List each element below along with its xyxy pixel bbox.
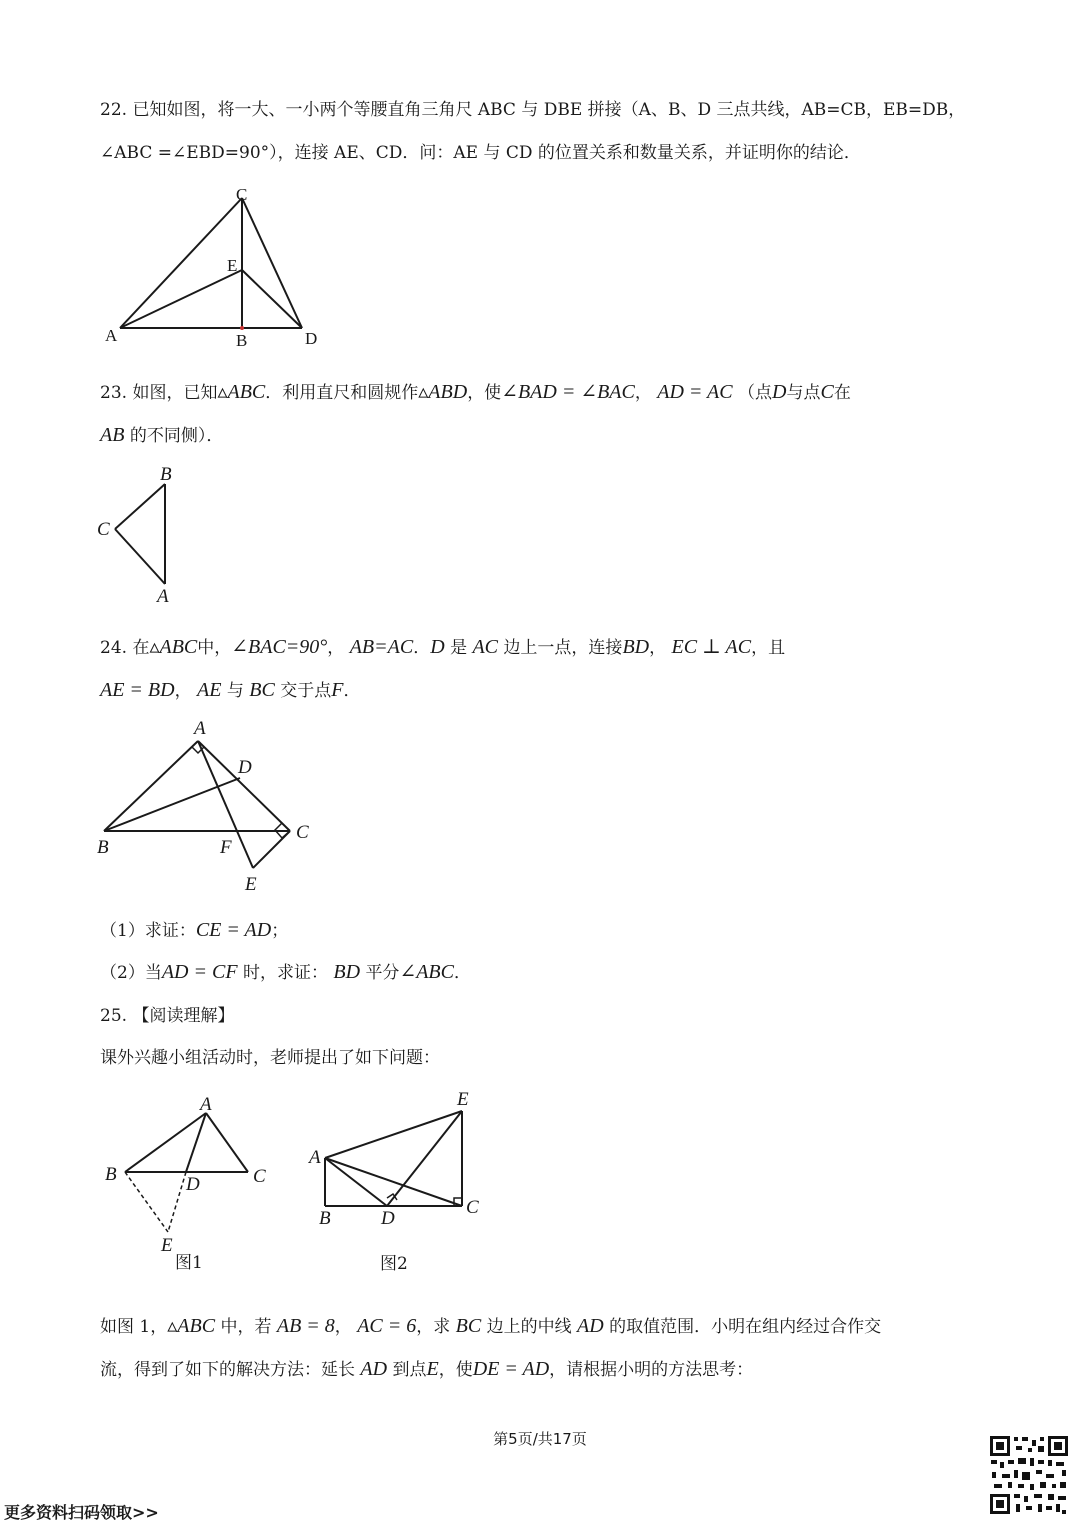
q24-label-a: A [194, 718, 206, 739]
q24-label-e: E [245, 874, 257, 895]
q24-text: ，且 [751, 638, 786, 658]
q24-text: ， [174, 681, 192, 701]
q24-label-f: F [220, 837, 232, 858]
q25-fig2-caption: 图2 [380, 1254, 408, 1274]
q25-para-line1 [100, 1312, 881, 1338]
q25-fig2-label-e: E [457, 1089, 469, 1110]
q24-text: ． [413, 638, 431, 658]
q23-text: 与点 [786, 383, 821, 403]
q24-text: 交于点 [280, 681, 332, 701]
q22-label-c: C [236, 185, 248, 204]
page-number: 第5页/共17页 [493, 1430, 587, 1448]
q24-math: AD = CF [161, 961, 238, 983]
q24-text: （2）当 [100, 963, 162, 983]
q25-fig1-label-d: D [186, 1174, 200, 1195]
q24-math: F [331, 679, 344, 701]
q23-text: ， [634, 383, 652, 403]
q24-math: BD [333, 961, 361, 983]
q23-math: ▵ABC [217, 381, 266, 403]
q24-sub2 [100, 958, 471, 984]
q23-math: AD = AC [657, 381, 733, 403]
promo-note: 更多资料扫码领取>> [4, 1503, 159, 1522]
q25-fig1-caption: 图1 [175, 1253, 203, 1273]
q22-figure [95, 180, 345, 355]
q25-intro: 课外兴趣小组活动时，老师提出了如下问题： [100, 1048, 440, 1068]
q23-line2 [100, 421, 223, 447]
q24-math: BC [249, 679, 275, 701]
q24-math: D [430, 636, 445, 658]
q25-math: BC [455, 1315, 482, 1337]
q23-line1 [100, 378, 851, 404]
q24-label-b: B [97, 837, 109, 858]
q23-text: ．利用直尺和圆规作 [265, 383, 419, 403]
q24-text: ， [327, 638, 345, 658]
q25-text: 中，若 [220, 1317, 272, 1337]
qr-code-icon[interactable] [988, 1434, 1070, 1516]
q24-math: BD [622, 636, 650, 658]
q25-text: 的取值范围．小明在组内经过合作交 [609, 1317, 882, 1337]
q23-text: ，使 [467, 383, 502, 403]
q25-math: ▵ABC [167, 1315, 216, 1337]
q24-line2 [100, 676, 360, 702]
q24-text: 中， [197, 638, 232, 658]
q25-fig1-label-b: B [105, 1164, 117, 1185]
q24-text: ． [453, 963, 471, 983]
q25-fig2-label-d: D [381, 1208, 395, 1229]
q24-sub1 [100, 916, 288, 942]
q24-math: AE = BD [100, 679, 175, 701]
q24-text: （1）求证： [100, 921, 196, 941]
q22-label-d: D [305, 329, 318, 348]
q25-math: DE = AD [472, 1358, 550, 1380]
q25-fig2-label-a: A [309, 1147, 321, 1168]
q24-math: EC ⊥ AC [671, 636, 752, 658]
q24-line1 [100, 633, 785, 659]
q24-figure [92, 712, 332, 902]
q25-math: E [426, 1358, 439, 1380]
q23-label-c: C [97, 519, 110, 540]
q24-text: 平分 [365, 963, 400, 983]
q25-fig1-label-a: A [200, 1094, 212, 1115]
q23-text: （点 [738, 383, 773, 403]
q25-text: ，请根据小明的方法思考： [549, 1360, 754, 1380]
q25-text: 流，得到了如下的解决方法：延长 [100, 1360, 355, 1380]
q24-text: ， [649, 638, 667, 658]
q22-line2: ∠ABC =∠EBD=90°），连接 AE、CD．问：AE 与 CD 的位置关系和数量关系，并证明你的结论． [100, 143, 861, 163]
q25-math: AB = 8 [276, 1315, 335, 1337]
q24-math: ∠BAC=90° [231, 636, 328, 658]
q25-text: ，使 [438, 1360, 473, 1380]
q23-figure [95, 462, 195, 607]
q25-math: AD [577, 1315, 604, 1337]
q24-math: AE [197, 679, 222, 701]
q25-text: 边上的中线 [486, 1317, 572, 1337]
q25-math: AD [360, 1358, 388, 1380]
q25-para-line2 [100, 1355, 753, 1381]
q24-math: AC [472, 636, 499, 658]
q24-text: 时，求证： [242, 963, 328, 983]
q23-text: 23. 如图，已知 [100, 383, 218, 403]
q23-text: 在 [833, 383, 851, 403]
q25-fig2-label-c: C [466, 1197, 479, 1218]
q24-math: ∠ABC [399, 961, 454, 983]
q23-label-a: A [157, 586, 169, 607]
q25-text: ，求 [416, 1317, 451, 1337]
q25-fig1-label-e: E [161, 1235, 173, 1256]
q24-text: 边上一点，连接 [503, 638, 623, 658]
q25-text: 到点 [392, 1360, 427, 1380]
q25-title: 25. 【阅读理解】 [100, 1006, 235, 1026]
q24-math: ▵ABC [149, 636, 198, 658]
q23-math: D [772, 381, 787, 403]
q24-label-d: D [238, 757, 252, 778]
q24-math: CE = AD [195, 919, 272, 941]
q25-fig1-label-c: C [253, 1166, 266, 1187]
q24-text: ； [271, 921, 289, 941]
q23-label-b: B [160, 464, 172, 485]
q24-text: 是 [450, 638, 468, 658]
q24-text: 24. 在 [100, 638, 150, 658]
q22-label-e: E [227, 256, 238, 275]
q24-math: AB=AC [349, 636, 414, 658]
q23-math: C [820, 381, 834, 403]
q25-figure-2 [305, 1085, 500, 1280]
q23-text: 的不同侧）． [129, 426, 224, 446]
q23-math: ▵ABD [418, 381, 468, 403]
q25-text: 如图 1， [100, 1317, 168, 1337]
q23-math: ∠BAD = ∠BAC [501, 381, 635, 403]
q25-figure-1 [98, 1090, 288, 1280]
q24-text: 与 [226, 681, 244, 701]
q25-text: ， [334, 1317, 352, 1337]
q24-label-c: C [296, 822, 309, 843]
q25-math: AC = 6 [357, 1315, 417, 1337]
q22-line1: 22. 已知如图，将一大、一小两个等腰直角三角尺 ABC 与 DBE 拼接（A、B、D 三点共线，AB=CB，EB=DB， [100, 100, 966, 120]
q22-label-b: B [236, 331, 248, 350]
q23-math: AB [100, 424, 125, 446]
q22-label-a: A [105, 326, 118, 345]
q24-text: ． [343, 681, 361, 701]
q25-fig2-label-b: B [319, 1208, 331, 1229]
